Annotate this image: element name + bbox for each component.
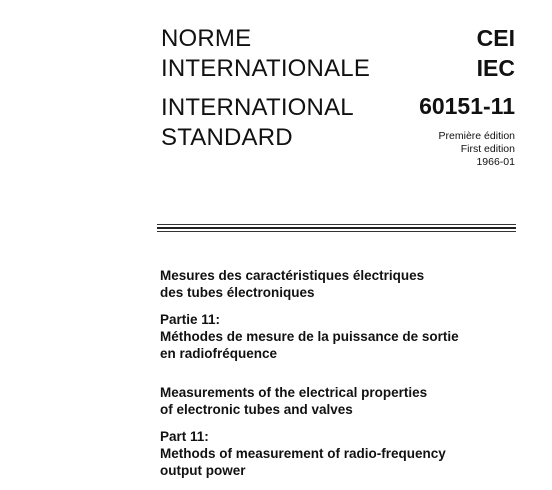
edition-en: First edition	[460, 143, 515, 155]
fr-part-label: Partie 11:	[160, 312, 221, 327]
edition-fr: Première édition	[438, 130, 515, 142]
en-part-title-line-1: Methods of measurement of radio-frequency	[160, 446, 446, 461]
fr-part-title-line-1: Méthodes de mesure de la puissance de sortie	[160, 329, 459, 344]
org-code-fr: CEI	[476, 25, 515, 51]
org-code-en: IEC	[476, 55, 515, 81]
en-part-title-line-2: output power	[160, 463, 246, 478]
title-fr-line-2: INTERNATIONALE	[161, 55, 371, 82]
title-en-line-2: STANDARD	[161, 124, 293, 151]
fr-title-line-1: Mesures des caractéristiques électriques	[160, 268, 425, 283]
edition-date: 1966-01	[476, 156, 515, 168]
divider-rule-bottom	[157, 231, 516, 232]
en-title-line-1: Measurements of the electrical properties	[160, 385, 428, 400]
en-title-line-2: of electronic tubes and valves	[160, 402, 353, 417]
fr-title-line-2: des tubes électroniques	[160, 285, 315, 300]
divider-rule-top	[157, 224, 516, 225]
fr-part-title-line-2: en radiofréquence	[160, 346, 278, 361]
title-fr-line-1: NORME	[161, 25, 252, 52]
divider-rule-middle	[157, 227, 516, 229]
standard-number: 60151-11	[419, 93, 515, 119]
en-part-label: Part 11:	[160, 429, 209, 444]
title-en-line-1: INTERNATIONAL	[161, 94, 354, 121]
